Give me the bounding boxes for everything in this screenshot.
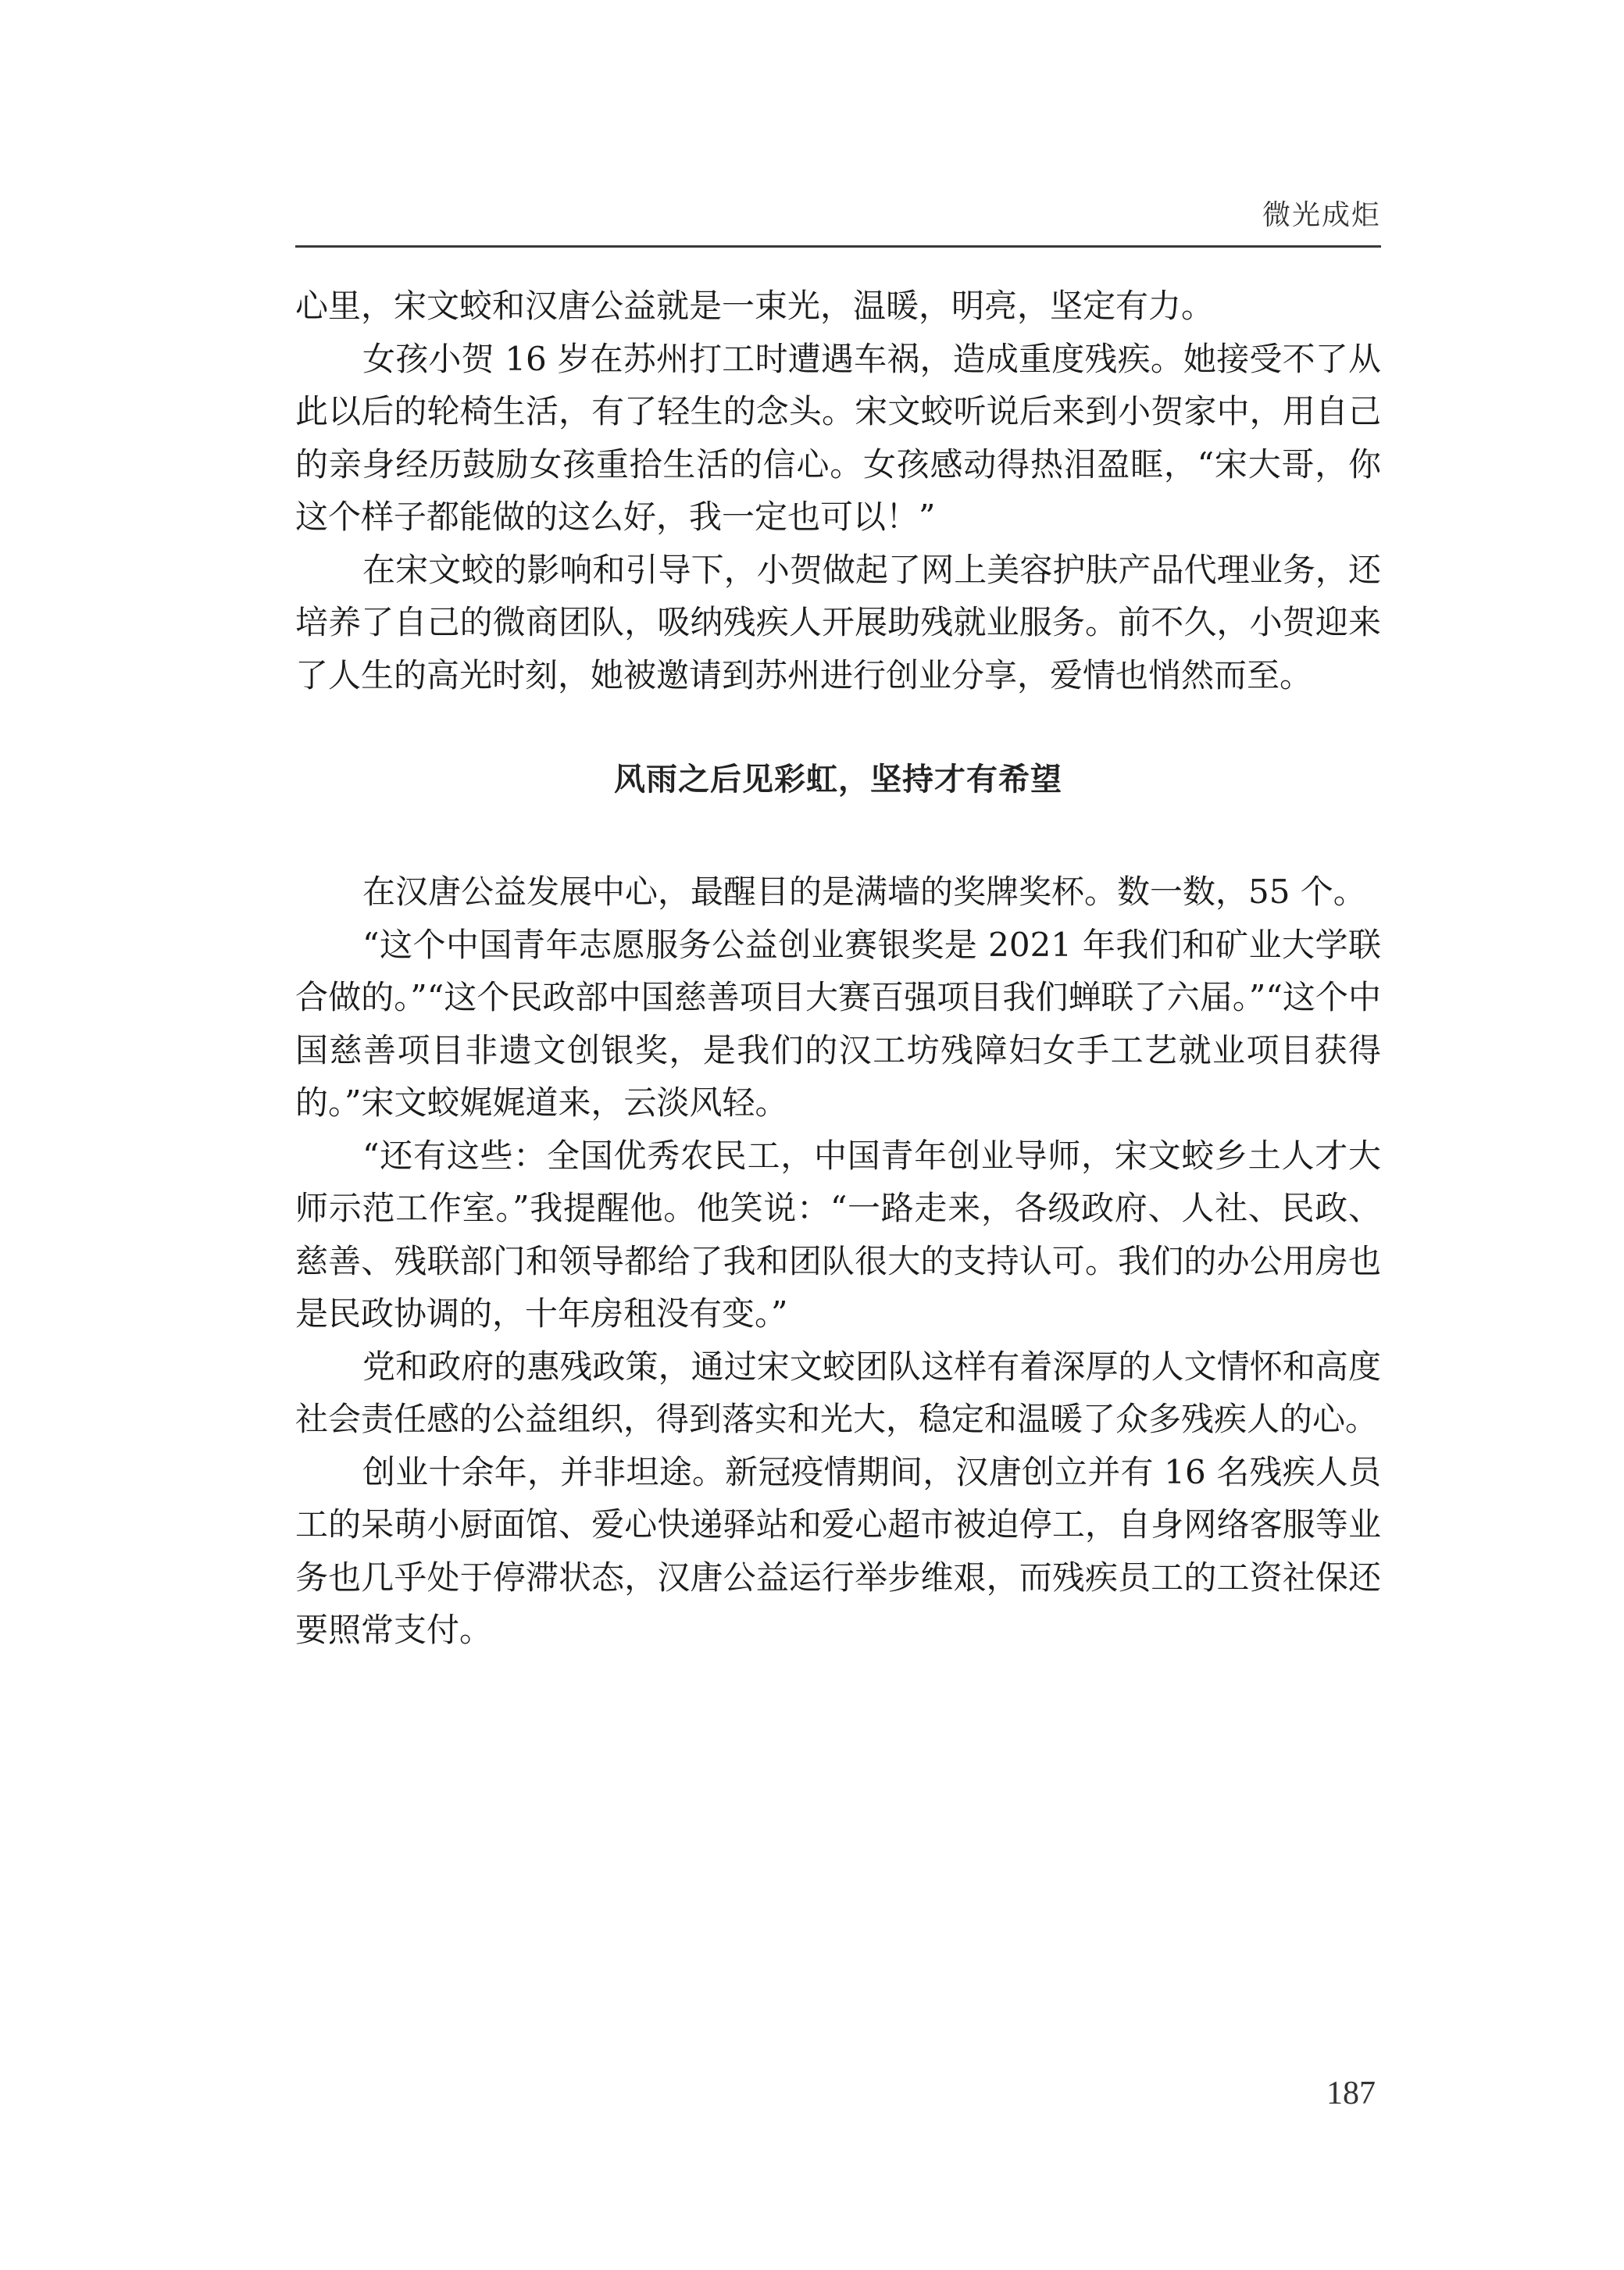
section-heading: 风雨之后见彩虹，坚持才有希望 [614, 762, 1062, 798]
paragraph: 创业十余年，并非坦途。新冠疫情期间，汉唐创立并有 16 名残疾人员工的呆萌小厨面馆、爱心快递驿站和爱心超市被迫停工，自身网络客服等业务也几乎处于停滞状态，汉唐公益运行举步维艰，而残疾员工的工资社保还要照常支付。 [295, 1452, 1381, 1649]
paragraph: “这个中国青年志愿服务公益创业赛银奖是 2021 年我们和矿业大学联合做的。”“这个民政部中国慈善项目大赛百强项目我们蝉联了六届。”“这个中国慈善项目非遗文创银奖，是我们的汉工坊残障妇女手工艺就业项目获得的。”宋文蛟娓娓道来，云淡风轻。 [295, 925, 1381, 1122]
paragraph: 女孩小贺 16 岁在苏州打工时遭遇车祸，造成重度残疾。她接受不了从此以后的轮椅生活，有了轻生的念头。宋文蛟听说后来到小贺家中，用自己的亲身经历鼓励女孩重拾生活的信心。女孩感动得热泪盈眶，“宋大哥，你这个样子都能做的这么好，我一定也可以！” [295, 339, 1381, 536]
running-header-title: 微光成炬 [1262, 199, 1381, 231]
paragraph: 在宋文蛟的影响和引导下，小贺做起了网上美容护肤产品代理业务，还培养了自己的微商团队，吸纳残疾人开展助残就业服务。前不久，小贺迎来了人生的高光时刻，她被邀请到苏州进行创业分享，爱情也悄然而至。 [295, 550, 1381, 694]
running-header [295, 200, 1381, 248]
body-text [295, 280, 1381, 1657]
paragraph: 在汉唐公益发展中心，最醒目的是满墙的奖牌奖杯。数一数，55 个。 [362, 873, 1366, 911]
paragraph: 党和政府的惠残政策，通过宋文蛟团队这样有着深厚的人文情怀和高度社会责任感的公益组织，得到落实和光大，稳定和温暖了众多残疾人的心。 [295, 1347, 1381, 1438]
paragraph: “还有这些：全国优秀农民工，中国青年创业导师，宋文蛟乡土人才大师示范工作室。”我提醒他。他笑说：“一路走来，各级政府、人社、民政、慈善、残联部门和领导都给了我和团队很大的支持认可。我们的办公用房也是民政协调的，十年房租没有变。” [295, 1136, 1381, 1333]
paragraph: 心里，宋文蛟和汉唐公益就是一束光，温暖，明亮，坚定有力。 [295, 287, 1215, 325]
page-number: 187 [1326, 2075, 1376, 2111]
